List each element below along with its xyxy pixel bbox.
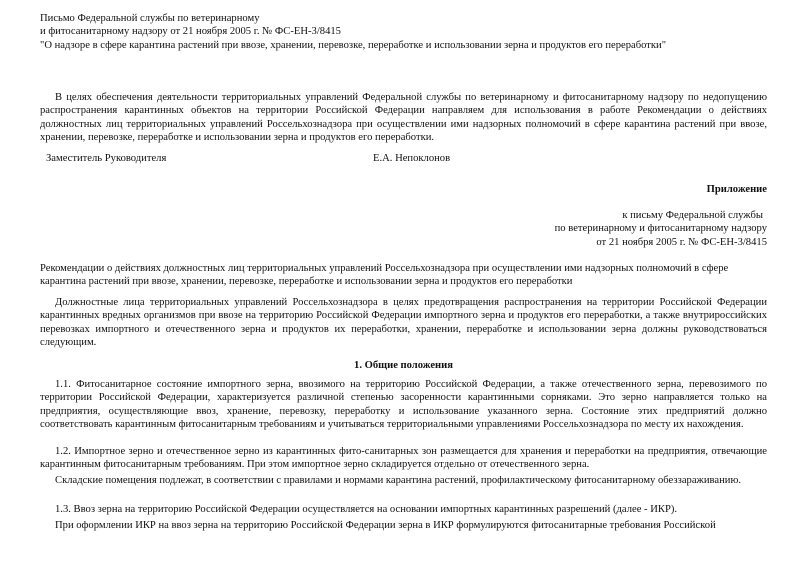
appendix-line-2: по ветеринарному и фитосанитарному надзору	[554, 223, 767, 235]
paragraph-1-2: 1.2. Импортное зерно и отечественное зерно из карантинных фито-санитарных зон размещается для хранения и переработки на предприятия, отвечающие карантинным фитосанитарным требованиям. При этом импортное зерно складируется отдельно от отечественного зерна.	[40, 446, 767, 471]
section-1-heading: 1. Общие положения	[354, 360, 453, 371]
header-line-2: и фитосанитарному надзору от 21 ноября 2005 г. № ФС-ЕН-3/8415	[40, 26, 341, 38]
preamble-paragraph: Должностные лица территориальных управлений Россельхознадзора в целях предотвращения распространения на территории Российской Федерации карантинных вредных организмов при ввозе на территорию Российской Федерации импортного зерна и продуктов его переработки, а также внутрироссийских перевозках импортного и отечественного зерна и продуктов их переработки, хранении, переработке и использовании зерна должны руководствоваться следующим.	[40, 297, 767, 349]
paragraph-1-3: 1.3. Ввоз зерна на территорию Российской Федерации осуществляется на основании импортных карантинных разрешений (далее - ИКР).	[55, 504, 678, 515]
signature-position: Заместитель Руководителя	[46, 153, 167, 164]
header-line-1: Письмо Федеральной службы по ветеринарному	[40, 13, 260, 24]
paragraph-1-2-storage: Складские помещения подлежат, в соответствии с правилами и нормами карантина растений, профилактическому фитосанитарному обеззараживанию.	[55, 475, 742, 486]
appendix-line-3: от 21 ноября 2005 г. № ФС-ЕН-3/8415	[596, 236, 767, 248]
appendix-title: Приложение	[706, 184, 767, 195]
paragraph-1-3-ikr: При оформлении ИКР на ввоз зерна на территорию Российской Федерации зерна в ИКР формулируются фитосанитарные требования Российской	[55, 520, 716, 531]
intro-paragraph: В целях обеспечения деятельности территориальных управлений Федеральной службы по ветеринарному и фитосанитарному надзору по недопущению распространения карантинных объектов на территории Российской Федерации направляем для использования в работе Рекомендации о действиях должностных лиц территориальных управлений Россельхознадзора при осуществлении ими надзорных полномочий в сфере карантина растений при ввозе, хранении, перевозке, переработке и использовании зерна и продуктов его переработки.	[40, 92, 767, 144]
header-line-3: "О надзоре в сфере карантина растений при ввозе, хранении, перевозке, переработке и использовании зерна и продуктов его переработки"	[40, 39, 667, 51]
signature-name: Е.А. Непоклонов	[373, 153, 451, 164]
signature-block	[40, 152, 767, 166]
recommendations-title: Рекомендации о действиях должностных лиц территориальных управлений Россельхознадзора при осуществлении ими надзорных полномочий в сфере карантина растений при ввозе, хранении, перевозке, переработке и использовании зерна и продуктов его переработки	[40, 263, 729, 288]
letter-header	[40, 12, 767, 52]
appendix-reference	[40, 209, 767, 249]
appendix-line-1: к письму Федеральной службы	[622, 210, 763, 221]
paragraph-1-1: 1.1. Фитосанитарное состояние импортного зерна, ввозимого на территорию Российской Федерации, а также отечественного зерна, перевозимого по территории Российской Федерации, характеризуется различной степенью засоренности карантинными сорняками. Это зерно направляется только на предприятия, осуществляющие ввоз, хранение, перевозку, переработку и использование указанного зерна. Состояние этих предприятий должно соответствовать карантинным фитосанитарным требованиям и учитываться территориальными управлениями Россельхознадзора по месту их нахождения.	[40, 379, 767, 431]
